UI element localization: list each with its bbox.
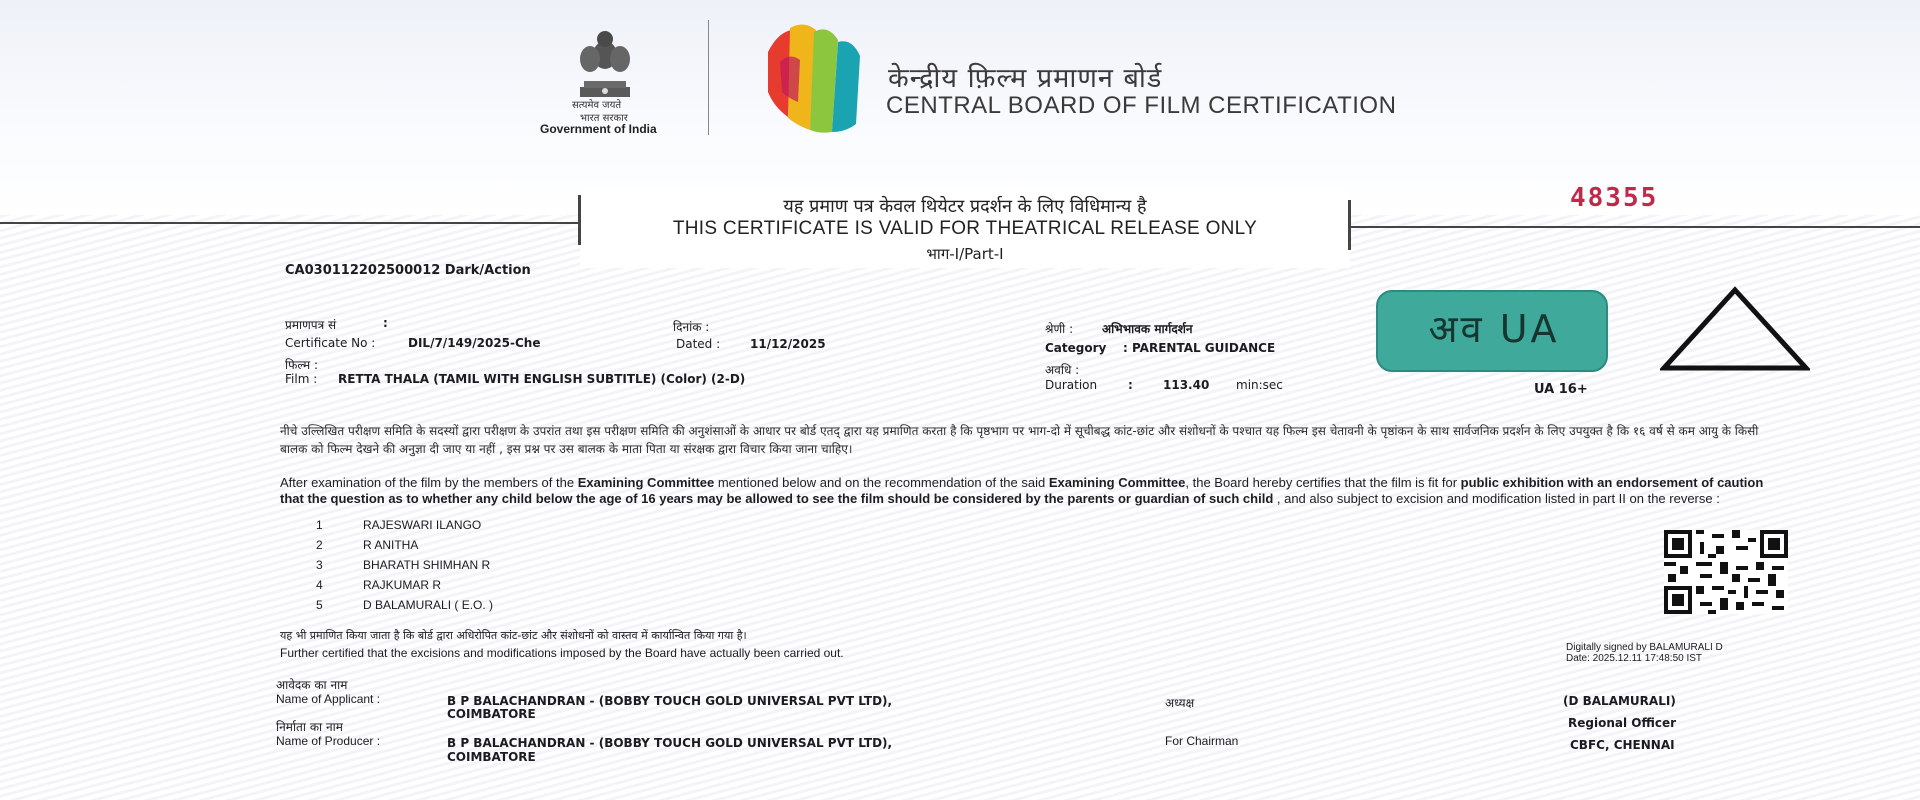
government-of-india-label: Government of India bbox=[540, 122, 657, 136]
emblem-motto: सत्यमेव जयते bbox=[572, 100, 622, 111]
serial-number: 48355 bbox=[1570, 183, 1659, 213]
member-number: 3 bbox=[316, 558, 323, 572]
digital-signature: Digitally signed by BALAMURALI D Date: 2025.12.11 17:48:50 IST bbox=[1566, 642, 1723, 664]
category-value: : PARENTAL GUIDANCE bbox=[1123, 341, 1276, 355]
category-label: Category bbox=[1045, 341, 1107, 355]
signatory-office: CBFC, CHENNAI bbox=[1570, 738, 1675, 752]
cbfc-logo-icon bbox=[760, 22, 870, 134]
dated-label: Dated : bbox=[676, 337, 721, 351]
applicant-city: COIMBATORE bbox=[447, 707, 536, 721]
producer-name: B P BALACHANDRAN - (BOBBY TOUCH GOLD UNIVERSAL PVT LTD), bbox=[447, 736, 893, 750]
for-chairman-label: For Chairman bbox=[1165, 734, 1239, 748]
duration-unit: min:sec bbox=[1236, 378, 1283, 392]
applicant-name: B P BALACHANDRAN - (BOBBY TOUCH GOLD UNIVERSAL PVT LTD), bbox=[447, 694, 893, 708]
national-emblem-icon bbox=[570, 25, 640, 105]
triangle-icon bbox=[1660, 286, 1810, 372]
certification-text-bold: public exhibition with an endorsement of caution that the question as to whether any child below the age of 16 years may be allowed to see the film should be considered by the parents or guardian of such child bbox=[280, 475, 1764, 506]
certificate-paper bbox=[0, 215, 1920, 800]
certification-text-part: , the Board hereby certifies that the film is fit for bbox=[1185, 475, 1461, 490]
duration-label: Duration bbox=[1045, 378, 1098, 392]
member-name: RAJKUMAR R bbox=[363, 578, 442, 592]
film-label-hindi: फिल्म : bbox=[285, 358, 319, 372]
member-name: RAJESWARI ILANGO bbox=[363, 518, 482, 532]
banner-tick-left bbox=[578, 195, 581, 245]
producer-city: COIMBATORE bbox=[447, 750, 536, 764]
certification-text-hindi: नीचे उल्लिखित परीक्षण समिति के सदस्यों द्वारा परीक्षण के उपरांत तथा इस परीक्षण समिति की अनुशंसाओं के आधार पर बोर्ड एतद् द्वारा यह प्रमाणित करता है कि पृष्ठभाग पर भाग-दो में सूचीबद्ध कांट-छांट और संशोधनों के पश्चात यह फिल्म इस चेतावनी के पृष्ठांकन के साथ सार्वजनिक प्रदर्शन के लिए उपयुक्त है कि १६ वर्ष से कम आयु के किसी बालक को फिल्म देखने की अनुज्ञा दी जाए या नहीं , इस प्रश्न पर उस बालक के माता पिता या संरक्षक द्वारा विचार किया जाना चाहिए। bbox=[280, 424, 1759, 456]
validity-banner bbox=[580, 190, 1350, 268]
duration-value: 113.40 bbox=[1163, 378, 1210, 392]
certification-text-part: After examination of the film by the members of the bbox=[280, 475, 578, 490]
film-label: Film : bbox=[285, 372, 318, 386]
further-certified-hindi: यह भी प्रमाणित किया जाता है कि बोर्ड द्वारा अधिरोपित कांट-छांट और संशोधनों को वास्तव में कार्यान्वित किया गया है। bbox=[280, 629, 747, 642]
board-name-english: CENTRAL BOARD OF FILM CERTIFICATION bbox=[886, 92, 1397, 119]
certificate-no-value: DIL/7/149/2025-Che bbox=[408, 336, 541, 350]
member-number: 5 bbox=[316, 598, 323, 612]
colon-mark: : bbox=[1128, 378, 1133, 392]
applicant-label: Name of Applicant : bbox=[276, 692, 381, 706]
producer-label-hindi: निर्माता का नाम bbox=[276, 720, 343, 734]
certification-text-bold: Examining Committee bbox=[577, 475, 715, 490]
board-name-hindi: केन्द्रीय फ़िल्म प्रमाणन बोर्ड bbox=[888, 63, 1163, 94]
emblem-caption-hindi: भारत सरकार bbox=[580, 113, 628, 124]
dated-label-hindi: दिनांक : bbox=[673, 320, 710, 334]
signatory-designation: Regional Officer bbox=[1568, 716, 1677, 730]
duration-label-hindi: अवधि : bbox=[1045, 363, 1080, 377]
banner-line-left bbox=[0, 222, 580, 224]
colon-mark: : bbox=[383, 316, 388, 330]
category-value-hindi: अभिभावक मार्गदर्शन bbox=[1102, 322, 1193, 336]
film-title: RETTA THALA (TAMIL WITH ENGLISH SUBTITLE) (Color) (2-D) bbox=[338, 372, 746, 386]
producer-label: Name of Producer : bbox=[276, 734, 381, 748]
rating-badge-text: अव UA bbox=[1428, 307, 1560, 351]
member-number: 2 bbox=[316, 538, 323, 552]
rating-caption: UA 16+ bbox=[1534, 382, 1588, 397]
further-certified-english: Further certified that the excisions and modifications imposed by the Board have actually been carried out. bbox=[280, 646, 844, 660]
member-number: 1 bbox=[316, 518, 323, 532]
member-number: 4 bbox=[316, 578, 323, 592]
certification-text-part: mentioned below and on the recommendation of the said bbox=[714, 475, 1049, 490]
validity-text-hindi: यह प्रमाण पत्र केवल थियेटर प्रदर्शन के लिए विधिमान्य है bbox=[783, 196, 1147, 217]
category-label-hindi: श्रेणी : bbox=[1045, 322, 1074, 336]
signatory-name: (D BALAMURALI) bbox=[1563, 694, 1676, 708]
certification-text-bold: Examining Committee bbox=[1048, 475, 1186, 490]
certification-text-part: , and also subject to excision and modification listed in part II on the reverse : bbox=[1273, 491, 1720, 506]
rating-badge bbox=[1376, 290, 1608, 372]
qr-code-icon bbox=[1664, 530, 1788, 614]
certificate-no-label: Certificate No : bbox=[285, 336, 376, 350]
member-name: R ANITHA bbox=[363, 538, 419, 552]
validity-text-english: THIS CERTIFICATE IS VALID FOR THEATRICAL RELEASE ONLY bbox=[672, 218, 1258, 239]
banner-line-right bbox=[1350, 226, 1920, 228]
certificate-code: CA030112202500012 Dark/Action bbox=[285, 263, 531, 278]
member-name: BHARATH SHIMHAN R bbox=[363, 558, 491, 572]
header-divider bbox=[708, 20, 709, 135]
dated-value: 11/12/2025 bbox=[750, 337, 826, 351]
certificate-no-label-hindi: प्रमाणपत्र सं bbox=[285, 318, 337, 332]
part-label: भाग-I/Part-I bbox=[926, 245, 1004, 263]
chairman-label-hindi: अध्यक्ष bbox=[1165, 696, 1195, 710]
member-name: D BALAMURALI ( E.O. ) bbox=[363, 598, 494, 612]
applicant-label-hindi: आवेदक का नाम bbox=[276, 678, 348, 692]
banner-tick-right bbox=[1348, 200, 1351, 250]
certification-text-english bbox=[280, 475, 1770, 507]
